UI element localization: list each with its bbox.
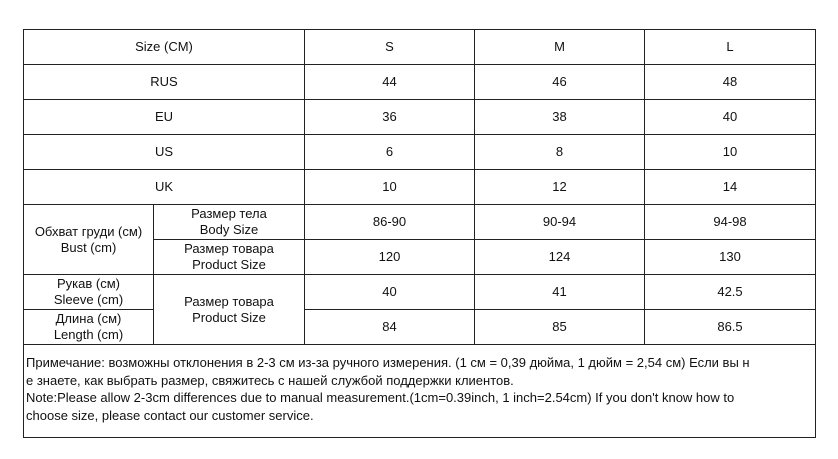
- value-cell: 86.5: [645, 310, 816, 345]
- bust-label-en: Bust (cm): [60, 239, 117, 255]
- length-label-en: Length (cm): [53, 327, 124, 342]
- value-cell: 41: [475, 275, 645, 310]
- value-cell: 90-94: [475, 205, 645, 240]
- product-size-label-en: Product Size: [192, 257, 266, 272]
- value-cell: 120: [305, 240, 475, 275]
- body-size-label-ru: Размер тела: [191, 206, 267, 221]
- value-cell: 86-90: [305, 205, 475, 240]
- value-cell: 8: [475, 135, 645, 170]
- size-m-header: M: [475, 30, 645, 65]
- body-size-label-cell: [154, 205, 305, 240]
- value-cell: 130: [645, 240, 816, 275]
- product-size-label-ru: Размер товара: [184, 293, 274, 309]
- table-row: [24, 205, 816, 240]
- row-label-eu: EU: [24, 100, 305, 135]
- size-label-cell: Size (CM): [24, 30, 305, 65]
- body-size-label-en: Body Size: [199, 222, 259, 237]
- value-cell: 46: [475, 65, 645, 100]
- header-row: [24, 30, 816, 65]
- value-cell: 124: [475, 240, 645, 275]
- value-cell: 84: [305, 310, 475, 345]
- length-label-cell: [24, 310, 154, 345]
- row-label-uk: UK: [24, 170, 305, 205]
- size-l-header: L: [645, 30, 816, 65]
- product-size-label-cell: [154, 240, 305, 275]
- value-cell: 38: [475, 100, 645, 135]
- table-row: [24, 65, 816, 100]
- value-cell: 48: [645, 65, 816, 100]
- value-cell: 40: [305, 275, 475, 310]
- value-cell: 44: [305, 65, 475, 100]
- value-cell: 36: [305, 100, 475, 135]
- value-cell: 40: [645, 100, 816, 135]
- product-size-label-cell: [154, 275, 305, 345]
- row-label-rus: RUS: [24, 65, 305, 100]
- note-en-line-1: Note:Please allow 2-3cm differences due to manual measurement.(1cm=0.39inch, 1 inch=2.54cm) If you don't know how to: [26, 390, 735, 405]
- bust-label-cell: [24, 205, 154, 275]
- length-label-ru: Длина (см): [55, 311, 122, 326]
- product-size-label-ru: Размер товара: [184, 241, 274, 256]
- table-row: [24, 275, 816, 310]
- table-row: [24, 100, 816, 135]
- table-row: [24, 310, 816, 345]
- size-s-header: S: [305, 30, 475, 65]
- product-size-label-en: Product Size: [192, 309, 266, 325]
- value-cell: 10: [645, 135, 816, 170]
- note-row: [24, 345, 816, 438]
- table-row: [24, 135, 816, 170]
- note-cell: [24, 345, 816, 438]
- bust-label-ru: Обхват груди (см): [34, 223, 143, 239]
- table-row: [24, 170, 816, 205]
- value-cell: 12: [475, 170, 645, 205]
- sleeve-label-ru: Рукав (см): [57, 276, 120, 291]
- note-en-line-2: choose size, please contact our customer service.: [26, 407, 314, 423]
- value-cell: 42.5: [645, 275, 816, 310]
- value-cell: 85: [475, 310, 645, 345]
- sleeve-label-cell: [24, 275, 154, 310]
- value-cell: 94-98: [645, 205, 816, 240]
- note-ru-line-1: Примечание: возможны отклонения в 2-3 см из-за ручного измерения. (1 см = 0,39 дюйма, 1 дюйм = 2,54 см) Если вы н: [26, 355, 750, 370]
- value-cell: 10: [305, 170, 475, 205]
- value-cell: 14: [645, 170, 816, 205]
- size-chart-table: [23, 29, 816, 438]
- note-ru-line-2: е знаете, как выбрать размер, свяжитесь с нашей службой поддержки клиентов.: [26, 372, 514, 388]
- value-cell: 6: [305, 135, 475, 170]
- sleeve-label-en: Sleeve (cm): [53, 292, 124, 307]
- row-label-us: US: [24, 135, 305, 170]
